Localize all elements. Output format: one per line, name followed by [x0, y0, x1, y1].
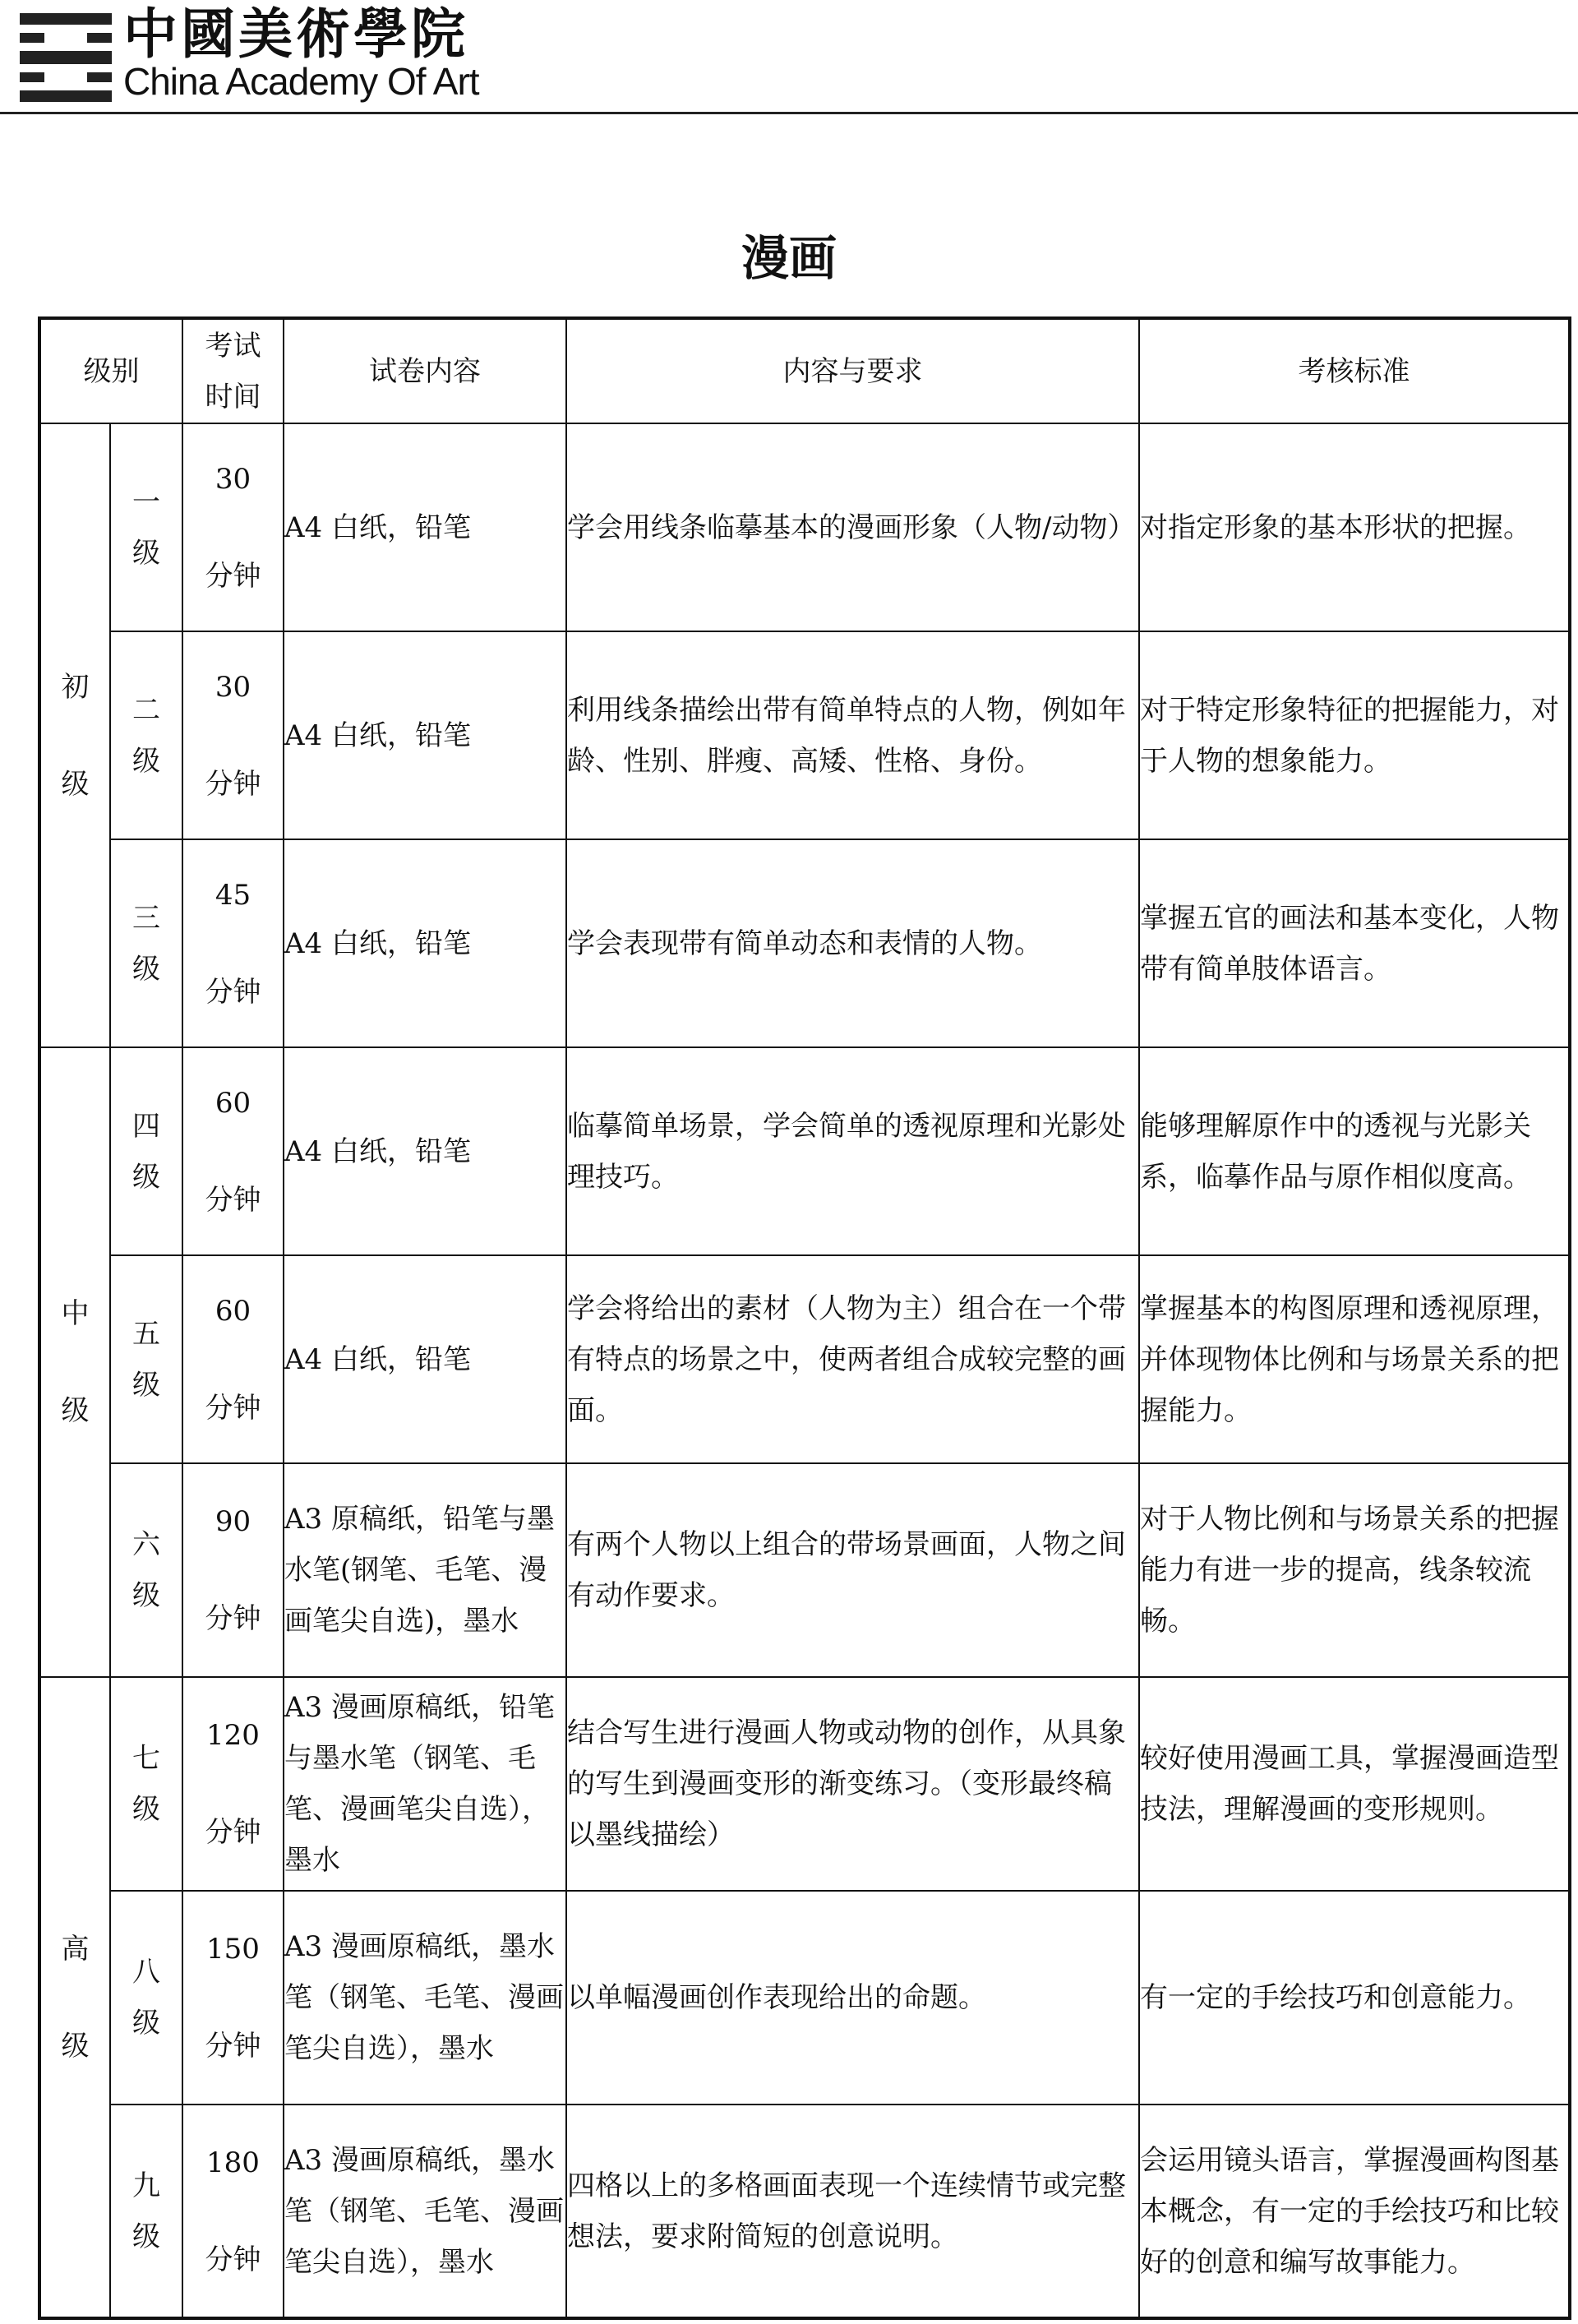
- level-cell: 二 级: [110, 631, 182, 839]
- paper-cell: A3 漫画原稿纸，铅笔与墨水笔（钢笔、毛笔、漫画笔尖自选），墨水: [284, 1677, 566, 1891]
- logo-english-name: China Academy Of Art: [123, 60, 479, 103]
- criteria-cell: 掌握基本的构图原理和透视原理，并体现物体比例和与场景关系的把握能力。: [1139, 1255, 1570, 1463]
- criteria-cell: 有一定的手绘技巧和创意能力。: [1139, 1891, 1570, 2105]
- time-cell: 45 分钟: [182, 839, 284, 1047]
- paper-cell: A3 原稿纸，铅笔与墨水笔(钢笔、毛笔、漫画笔尖自选)，墨水: [284, 1463, 566, 1677]
- level-cell: 八 级: [110, 1891, 182, 2105]
- paper-cell: A4 白纸，铅笔: [284, 1255, 566, 1463]
- header-level: 级别: [39, 318, 182, 423]
- criteria-cell: 对指定形象的基本形状的把握。: [1139, 423, 1570, 631]
- criteria-cell: 能够理解原作中的透视与光影关系，临摹作品与原作相似度高。: [1139, 1047, 1570, 1255]
- header-time: 考试 时间: [182, 318, 284, 423]
- paper-cell: A3 漫画原稿纸，墨水笔（钢笔、毛笔、漫画笔尖自选），墨水: [284, 2105, 566, 2318]
- table-row: [39, 2105, 1570, 2318]
- criteria-cell: 对于人物比例和与场景关系的把握能力有进一步的提高，线条较流畅。: [1139, 1463, 1570, 1677]
- category-advanced: 高 级: [39, 1677, 110, 2318]
- table-row: [39, 1891, 1570, 2105]
- paper-cell: A4 白纸，铅笔: [284, 839, 566, 1047]
- requirements-cell: 利用线条描绘出带有简单特点的人物，例如年龄、性别、胖瘦、高矮、性格、身份。: [566, 631, 1139, 839]
- table-row: [39, 423, 1570, 631]
- exam-level-table: [38, 316, 1571, 2320]
- requirements-cell: 四格以上的多格画面表现一个连续情节或完整想法，要求附简短的创意说明。: [566, 2105, 1139, 2318]
- table-header-row: [39, 318, 1570, 423]
- table-row: [39, 631, 1570, 839]
- time-cell: 60 分钟: [182, 1255, 284, 1463]
- header-requirements: 内容与要求: [566, 318, 1139, 423]
- academy-logo-icon: [20, 13, 112, 102]
- logo-chinese-name: 中國美術學院: [123, 2, 468, 66]
- level-cell: 七 级: [110, 1677, 182, 1891]
- level-cell: 九 级: [110, 2105, 182, 2318]
- level-cell: 六 级: [110, 1463, 182, 1677]
- requirements-cell: 学会表现带有简单动态和表情的人物。: [566, 839, 1139, 1047]
- page-title: 漫画: [741, 230, 837, 286]
- criteria-cell: 较好使用漫画工具，掌握漫画造型技法，理解漫画的变形规则。: [1139, 1677, 1570, 1891]
- time-cell: 180 分钟: [182, 2105, 284, 2318]
- time-cell: 30 分钟: [182, 423, 284, 631]
- table-row: [39, 839, 1570, 1047]
- table-row: [39, 1677, 1570, 1891]
- header-criteria: 考核标准: [1139, 318, 1570, 423]
- requirements-cell: 有两个人物以上组合的带场景画面，人物之间有动作要求。: [566, 1463, 1139, 1677]
- header-divider: [0, 112, 1578, 114]
- level-cell: 一 级: [110, 423, 182, 631]
- criteria-cell: 会运用镜头语言，掌握漫画构图基本概念，有一定的手绘技巧和比较好的创意和编写故事能力。: [1139, 2105, 1570, 2318]
- level-cell: 三 级: [110, 839, 182, 1047]
- criteria-cell: 掌握五官的画法和基本变化，人物带有简单肢体语言。: [1139, 839, 1570, 1047]
- level-cell: 四 级: [110, 1047, 182, 1255]
- table-row: [39, 1047, 1570, 1255]
- header-paper: 试卷内容: [284, 318, 566, 423]
- level-cell: 五 级: [110, 1255, 182, 1463]
- table-row: [39, 1255, 1570, 1463]
- paper-cell: A3 漫画原稿纸，墨水笔（钢笔、毛笔、漫画笔尖自选），墨水: [284, 1891, 566, 2105]
- time-cell: 120 分钟: [182, 1677, 284, 1891]
- paper-cell: A4 白纸，铅笔: [284, 631, 566, 839]
- criteria-cell: 对于特定形象特征的把握能力，对于人物的想象能力。: [1139, 631, 1570, 839]
- requirements-cell: 学会将给出的素材（人物为主）组合在一个带有特点的场景之中，使两者组合成较完整的画面。: [566, 1255, 1139, 1463]
- requirements-cell: 结合写生进行漫画人物或动物的创作，从具象的写生到漫画变形的渐变练习。（变形最终稿以墨线描绘）: [566, 1677, 1139, 1891]
- time-cell: 60 分钟: [182, 1047, 284, 1255]
- time-cell: 90 分钟: [182, 1463, 284, 1677]
- time-cell: 30 分钟: [182, 631, 284, 839]
- requirements-cell: 学会用线条临摹基本的漫画形象（人物/动物）: [566, 423, 1139, 631]
- paper-cell: A4 白纸，铅笔: [284, 1047, 566, 1255]
- category-beginner: 初 级: [39, 423, 110, 1047]
- paper-cell: A4 白纸，铅笔: [284, 423, 566, 631]
- category-intermediate: 中 级: [39, 1047, 110, 1677]
- time-cell: 150 分钟: [182, 1891, 284, 2105]
- requirements-cell: 临摹简单场景，学会简单的透视原理和光影处理技巧。: [566, 1047, 1139, 1255]
- requirements-cell: 以单幅漫画创作表现给出的命题。: [566, 1891, 1139, 2105]
- table-row: [39, 1463, 1570, 1677]
